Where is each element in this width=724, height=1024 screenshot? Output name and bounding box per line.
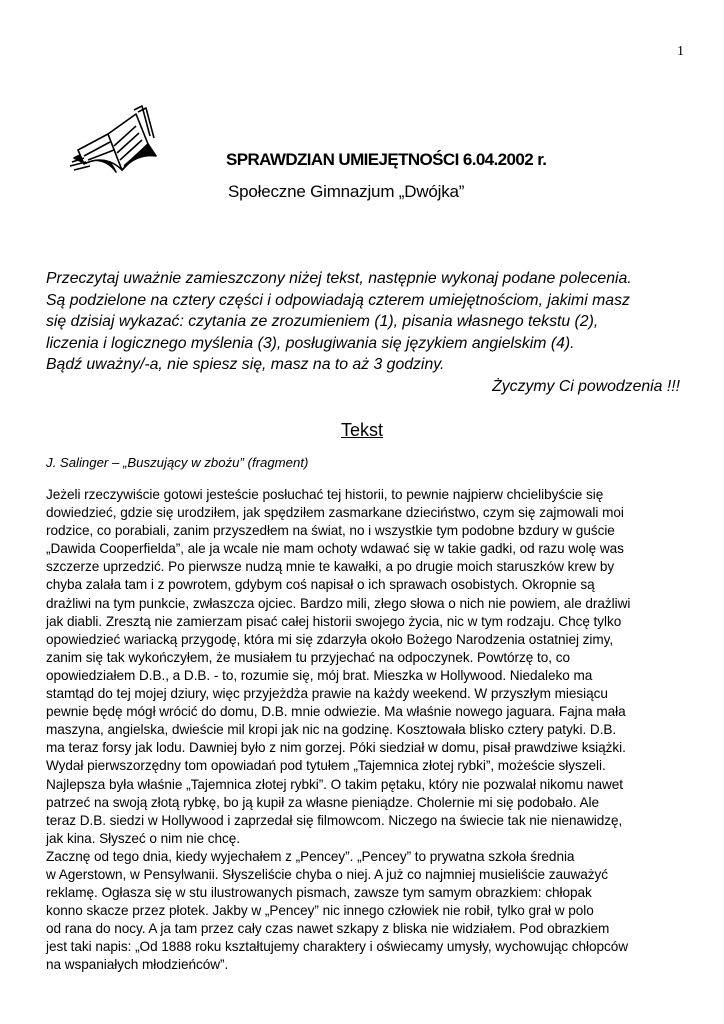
text-line: ma teraz forsy jak lodu. Dawniej było z nim gorzej. Póki siedział w domu, pisał prawdziwe książki.	[46, 740, 626, 756]
text-line: opowiedziałem D.B., a D.B. - to, rozumie się, mój brat. Mieszka w Hollywood. Niedaleko ma	[46, 667, 593, 683]
text-line: jak kina. Słyszeć o nim nie chcę.	[46, 830, 241, 846]
text-line: dowiedzieć, gdzie się urodziłem, jak spędziłem zasmarkane dzieciństwo, czym się zajmowali moi	[46, 505, 624, 521]
text-line: Najlepsza była właśnie „Tajemnica złotej rybki”. O takim pętaku, który nie pozwalał nikomu nawet	[46, 776, 623, 792]
text-line: jest taki napis: „Od 1888 roku kształtujemy charaktery i oświecamy umysły, wychowując chłopców	[46, 939, 629, 955]
instructions-line: Przeczytaj uważnie zamieszczony niżej tekst, następnie wykonaj podane polecenia.	[46, 270, 632, 287]
instructions-line: Są podzielone na cztery części i odpowiadają czterem umiejętnościom, jakimi masz	[46, 291, 630, 309]
open-book-icon	[64, 100, 164, 185]
section-heading-text: Tekst	[340, 420, 383, 440]
instructions-line: liczenia i logicznego myślenia (3), posługiwania się językiem angielskim (4).	[46, 334, 575, 352]
text-line: jak diabli. Zresztą nie zamierzam pisać całej historii swojego życia, nic w tym rodzaju. Chcę tylko	[46, 613, 622, 629]
instructions-line: Bądź uważny/-a, nie spiesz się, masz na to aż 3 godziny.	[46, 356, 445, 373]
text-line: w Agerstown, w Pensylwanii. Słyszeliście chyba o niej. A już co najmniej musieliście zauważyć	[46, 866, 608, 882]
text-line: od rana do nocy. A ja tam przez cały czas nawet szkapy z bliska nie widziałem. Pod obrazkiem	[46, 921, 610, 937]
text-line: patrzeć na swoją złotą rybkę, bo ją kupił za własne pieniądze. Cholernie mi się podobało. Ale	[46, 794, 600, 810]
text-line: reklamę. Ogłasza się w stu ilustrowanych pismach, zawsze tym samym obrazkiem: chłopak	[46, 885, 592, 901]
text-line: zanim się tak wykończyłem, że musiałem tu przyjechać na odpoczynek. Powtórzę to, co	[46, 649, 570, 665]
text-line: maszyna, angielska, dwieście mil kropi jak nic na godzinę. Kosztowała blisko cztery patyki. D.B.	[46, 722, 617, 738]
good-luck-wishes: Życzymy Ci powodzenia !!!	[492, 377, 680, 395]
text-line: chyba zalała tam i z powrotem, gdybym coś napisał o ich sprawach osobistych. Okropnie są	[46, 577, 595, 593]
text-line: „Dawida Cooperfielda”, ale ja wcale nie mam ochoty wdawać się w takie gadki, od razu wolę was	[46, 541, 624, 557]
section-heading	[0, 420, 724, 441]
source-citation: J. Salinger – „Buszujący w zbożu” (fragment)	[46, 455, 309, 470]
text-line: stamtąd do tej mojej dziury, więc przyjeżdża prawie na każdy weekend. W przyszłym miesiącu	[46, 686, 608, 702]
text-line: konno skacze przez płotek. Jakby w „Pencey” nic innego człowiek nie robił, tylko grał w polo	[46, 903, 594, 919]
page-title: SPRAWDZIAN UMIEJĘTNOŚCI 6.04.2002 r.	[226, 150, 547, 169]
text-line: Jeżeli rzeczywiście gotowi jesteście posłuchać tej historii, to pewnie najpierw chcielibyście się	[46, 487, 604, 502]
text-line: teraz D.B. siedzi w Hollywood i zaprzedał się filmowcom. Niczego na świecie tak nie nienawidzę,	[46, 812, 623, 828]
text-line: opowiedzieć wariacką przygodę, która mi się zdarzyła około Bożego Narodzenia ostatniej zimy,	[46, 631, 614, 647]
story-text	[46, 486, 686, 975]
page-subtitle: Społeczne Gimnazjum „Dwójka”	[228, 182, 465, 201]
text-line: Zacznę od tego dnia, kiedy wyjechałem z „Pencey”. „Pencey” to prywatna szkoła średnia	[46, 848, 575, 864]
text-line: szczerze uprzedzić. Po pierwsze nudzą mnie te kawałki, a po drugie moich staruszków krew by	[46, 559, 615, 575]
text-line: pewnie będę mógł wrócić do domu, D.B. mnie odwiezie. Ma właśnie nowego jaguara. Fajna mała	[46, 704, 626, 720]
instructions	[46, 268, 680, 397]
text-line: Wydał pierwszorzędny tom opowiadań pod tytułem „Tajemnica złotej rybki”, możeście słyszeli.	[46, 758, 606, 774]
text-line: drażliwi na tym punkcie, zwłaszcza ojciec. Bardzo mili, złego słowa o nich nie powiem, ale drażliwi	[46, 595, 631, 611]
text-line: na wspaniałych młodzieńców”.	[46, 957, 229, 973]
page-number: 1	[677, 44, 684, 59]
text-line: rodzice, co porabiali, zanim przyszedłem na świat, no i wszystkie tym podobne bzdury w guście	[46, 523, 615, 539]
instructions-line: się dzisiaj wykazać: czytania ze zrozumieniem (1), pisania własnego tekstu (2),	[46, 313, 599, 330]
